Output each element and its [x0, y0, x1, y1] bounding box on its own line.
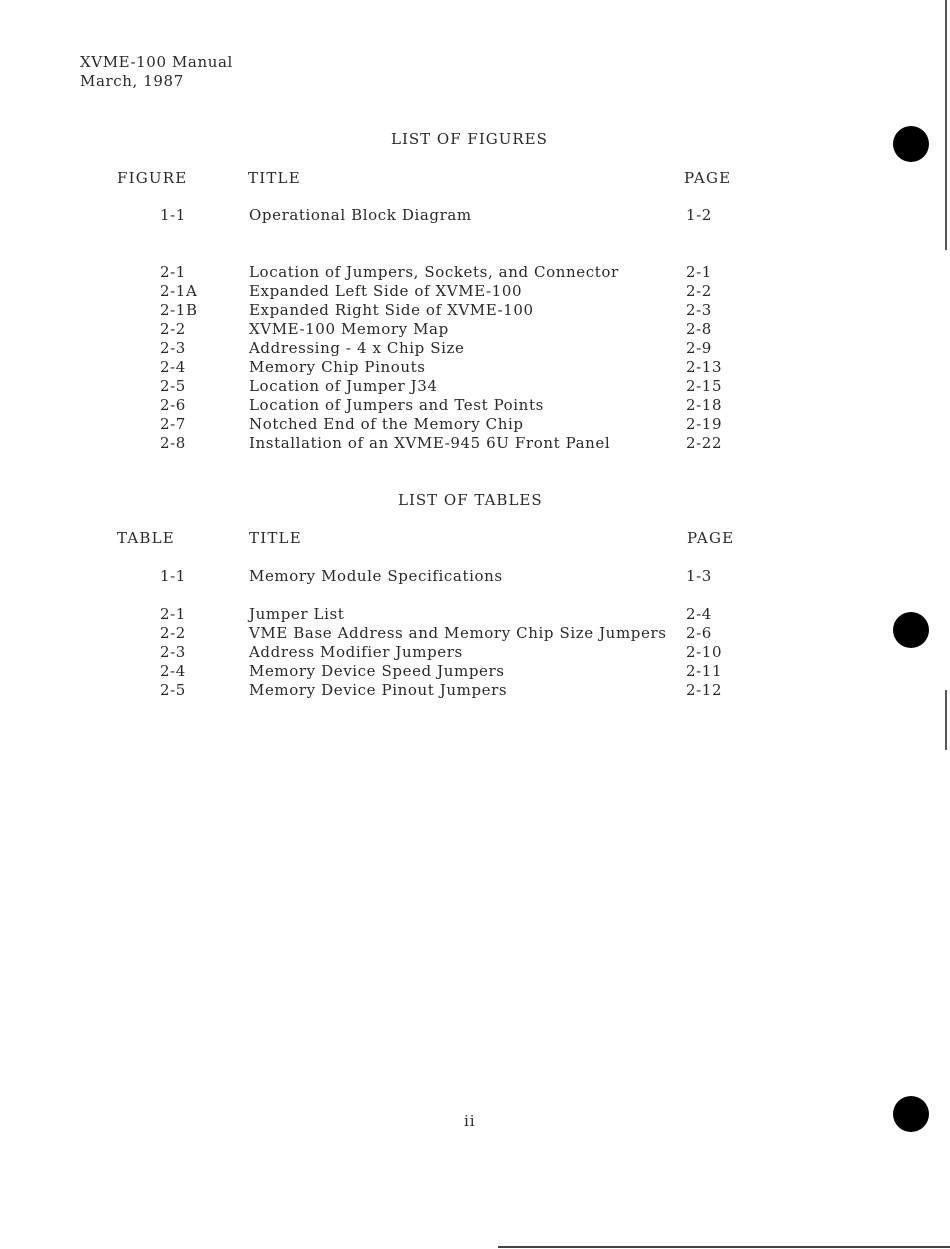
table-number: 2-3 [160, 643, 186, 661]
figure-title: Location of Jumpers, Sockets, and Connector [249, 263, 619, 281]
figure-row [0, 263, 950, 282]
table-row [0, 567, 950, 586]
tables-col-page: PAGE [687, 529, 735, 547]
figure-row [0, 377, 950, 396]
manual-date: March, 1987 [80, 72, 184, 90]
figure-title: Notched End of the Memory Chip [249, 415, 524, 433]
figure-row [0, 206, 950, 225]
figure-page: 2-8 [686, 320, 712, 338]
binder-hole [893, 1096, 929, 1132]
figure-title: Location of Jumper J34 [249, 377, 438, 395]
table-title: Jumper List [249, 605, 345, 623]
figure-number: 2-6 [160, 396, 186, 414]
table-title: Address Modifier Jumpers [249, 643, 463, 661]
figure-title: Memory Chip Pinouts [249, 358, 426, 376]
figure-page: 2-1 [686, 263, 712, 281]
figures-heading: LIST OF FIGURES [391, 130, 548, 148]
figure-row [0, 415, 950, 434]
table-row [0, 605, 950, 624]
tables-col-title: TITLE [249, 529, 302, 547]
figure-title: Addressing - 4 x Chip Size [249, 339, 465, 357]
table-page: 2-11 [686, 662, 723, 680]
figure-number: 2-2 [160, 320, 186, 338]
figure-number: 2-4 [160, 358, 186, 376]
page-number: ii [464, 1112, 476, 1130]
figure-page: 2-18 [686, 396, 723, 414]
figure-number: 2-1A [160, 282, 198, 300]
table-row [0, 624, 950, 643]
figure-page: 2-9 [686, 339, 712, 357]
figure-number: 2-8 [160, 434, 186, 452]
figure-number: 2-7 [160, 415, 186, 433]
table-page: 1-3 [686, 567, 712, 585]
binder-hole [893, 126, 929, 162]
figures-col-figure: FIGURE [117, 169, 188, 187]
table-row [0, 643, 950, 662]
table-title: Memory Device Pinout Jumpers [249, 681, 508, 699]
table-number: 1-1 [160, 567, 186, 585]
figures-col-title: TITLE [248, 169, 301, 187]
figure-page: 1-2 [686, 206, 712, 224]
figure-row [0, 282, 950, 301]
figure-row [0, 320, 950, 339]
figure-title: Installation of an XVME-945 6U Front Panel [249, 434, 611, 452]
figure-title: Operational Block Diagram [249, 206, 472, 224]
figure-page: 2-15 [686, 377, 723, 395]
figure-number: 2-1 [160, 263, 186, 281]
table-title: VME Base Address and Memory Chip Size Jumpers [249, 624, 667, 642]
figure-row [0, 358, 950, 377]
figure-number: 2-1B [160, 301, 198, 319]
figure-title: XVME-100 Memory Map [249, 320, 449, 338]
figure-row [0, 396, 950, 415]
figure-row [0, 301, 950, 320]
tables-col-table: TABLE [117, 529, 175, 547]
table-page: 2-6 [686, 624, 712, 642]
table-number: 2-2 [160, 624, 186, 642]
binder-hole [893, 612, 929, 648]
table-page: 2-4 [686, 605, 712, 623]
table-title: Memory Module Specifications [249, 567, 503, 585]
tables-heading: LIST OF TABLES [398, 491, 543, 509]
page-edge-line [945, 690, 947, 750]
figure-page: 2-13 [686, 358, 723, 376]
table-number: 2-5 [160, 681, 186, 699]
table-row [0, 662, 950, 681]
manual-title: XVME-100 Manual [80, 53, 233, 71]
figure-row [0, 339, 950, 358]
figure-number: 1-1 [160, 206, 186, 224]
table-title: Memory Device Speed Jumpers [249, 662, 505, 680]
table-page: 2-10 [686, 643, 723, 661]
figure-page: 2-3 [686, 301, 712, 319]
table-page: 2-12 [686, 681, 723, 699]
figure-number: 2-3 [160, 339, 186, 357]
figure-row [0, 434, 950, 453]
figure-number: 2-5 [160, 377, 186, 395]
figure-page: 2-22 [686, 434, 723, 452]
figures-col-page: PAGE [684, 169, 732, 187]
figure-title: Expanded Right Side of XVME-100 [249, 301, 534, 319]
table-number: 2-4 [160, 662, 186, 680]
table-number: 2-1 [160, 605, 186, 623]
page-bottom-edge [498, 1246, 950, 1248]
page-edge-line [945, 0, 947, 250]
figure-page: 2-2 [686, 282, 712, 300]
figure-title: Location of Jumpers and Test Points [249, 396, 544, 414]
figure-page: 2-19 [686, 415, 723, 433]
figure-title: Expanded Left Side of XVME-100 [249, 282, 523, 300]
table-row [0, 681, 950, 700]
